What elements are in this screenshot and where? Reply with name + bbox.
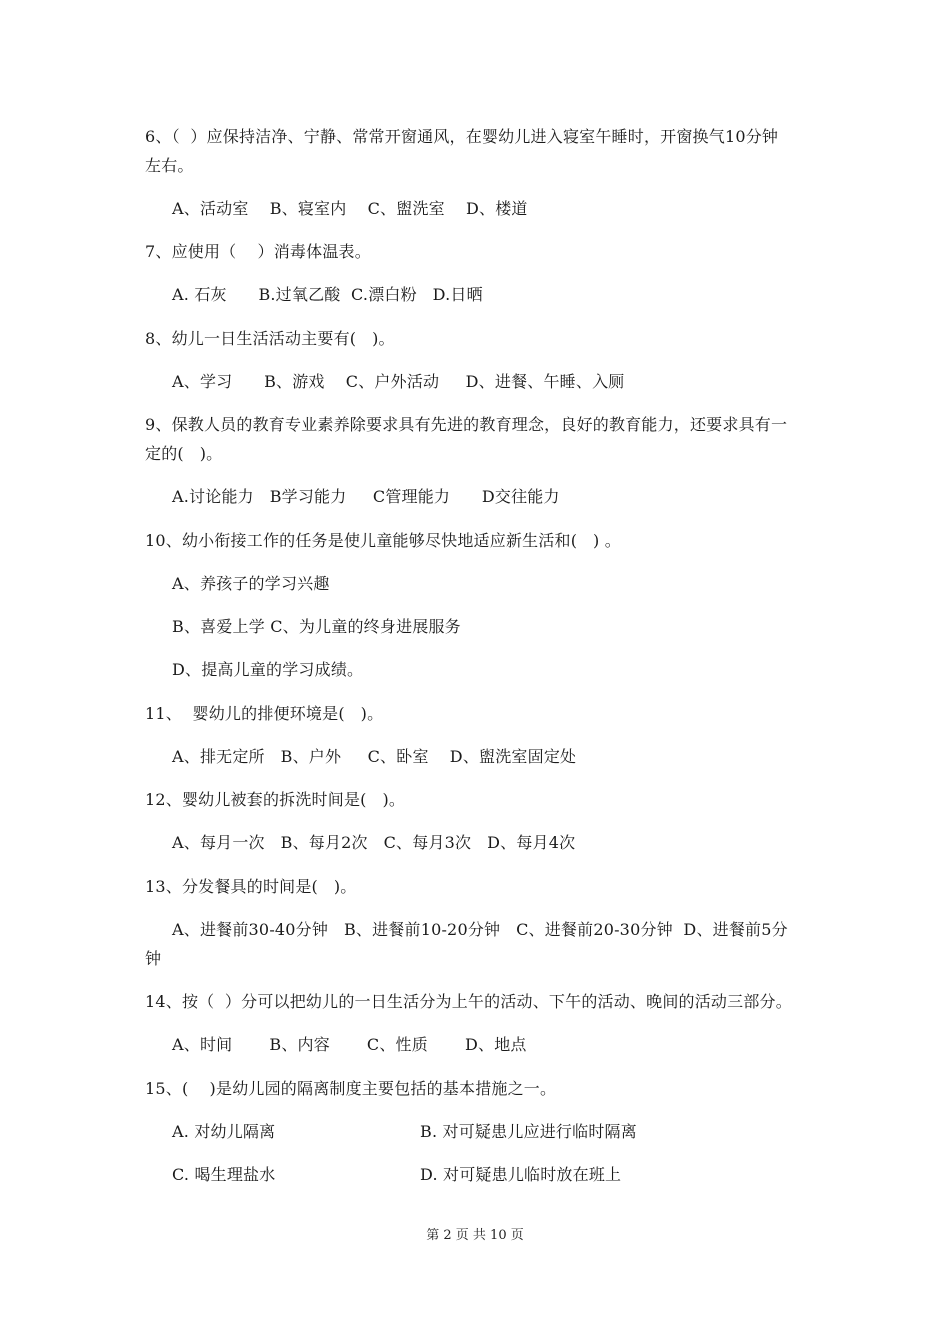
question-8-options: A、学习 B、游戏 C、户外活动 D、进餐、午睡、入厕 xyxy=(172,372,625,391)
question-15-option-a: A. 对幼儿隔离 xyxy=(172,1122,276,1141)
question-10-stem: 10、幼小衔接工作的任务是使儿童能够尽快地适应新生活和( ) 。 xyxy=(145,531,621,550)
question-10-option-bc: B、喜爱上学 C、为儿童的终身进展服务 xyxy=(172,617,461,636)
question-7-stem: 7、应使用（ ）消毒体温表。 xyxy=(145,242,371,261)
question-8-stem: 8、幼儿一日生活活动主要有( )。 xyxy=(145,329,395,348)
page-number-footer: 第 2 页 共 10 页 xyxy=(426,1228,524,1243)
question-15-option-b: B. 对可疑患儿应进行临时隔离 xyxy=(420,1122,637,1141)
question-11-options: A、排无定所 B、户外 C、卧室 D、盥洗室固定处 xyxy=(172,747,577,766)
question-12-stem: 12、婴幼儿被套的拆洗时间是( )。 xyxy=(145,790,406,809)
question-9-options: A.讨论能力 B学习能力 C管理能力 D交往能力 xyxy=(172,487,560,506)
question-10-option-d: D、提高儿童的学习成绩。 xyxy=(172,660,364,679)
question-9-stem: 9、保教人员的教育专业素养除要求具有先进的教育理念，良好的教育能力，还要求具有一 xyxy=(145,415,788,434)
question-14-stem: 14、按（ ）分可以把幼儿的一日生活分为上午的活动、下午的活动、晚间的活动三部分。 xyxy=(145,992,792,1011)
question-13-stem: 13、分发餐具的时间是( )。 xyxy=(145,877,357,896)
question-6-stem: 6、（ ）应保持洁净、宁静、常常开窗通风，在婴幼儿进入寝室午睡时，开窗换气10分钟 xyxy=(145,127,779,146)
question-14-options: A、时间 B、内容 C、性质 D、地点 xyxy=(172,1035,527,1054)
question-9-stem-cont: 定的( )。 xyxy=(145,444,223,463)
question-13-options-cont: 钟 xyxy=(145,949,162,968)
question-15-option-c: C. 喝生理盐水 xyxy=(172,1165,276,1184)
question-11-stem: 11、 婴幼儿的排便环境是( )。 xyxy=(145,704,384,723)
question-12-options: A、每月一次 B、每月2次 C、每月3次 D、每月4次 xyxy=(172,833,576,852)
question-10-option-a: A、养孩子的学习兴趣 xyxy=(172,574,330,593)
question-6-options: A、活动室 B、寝室内 C、盥洗室 D、楼道 xyxy=(172,199,528,218)
question-15-option-d: D. 对可疑患儿临时放在班上 xyxy=(420,1165,622,1184)
question-13-options: A、进餐前30-40分钟 B、进餐前10-20分钟 C、进餐前20-30分钟 D、进餐前5分 xyxy=(172,920,788,939)
question-6-stem-cont: 左右。 xyxy=(145,156,194,175)
question-7-options: A. 石灰 B.过氧乙酸 C.漂白粉 D.日晒 xyxy=(172,285,483,304)
question-15-stem: 15、( )是幼儿园的隔离制度主要包括的基本措施之一。 xyxy=(145,1079,557,1098)
